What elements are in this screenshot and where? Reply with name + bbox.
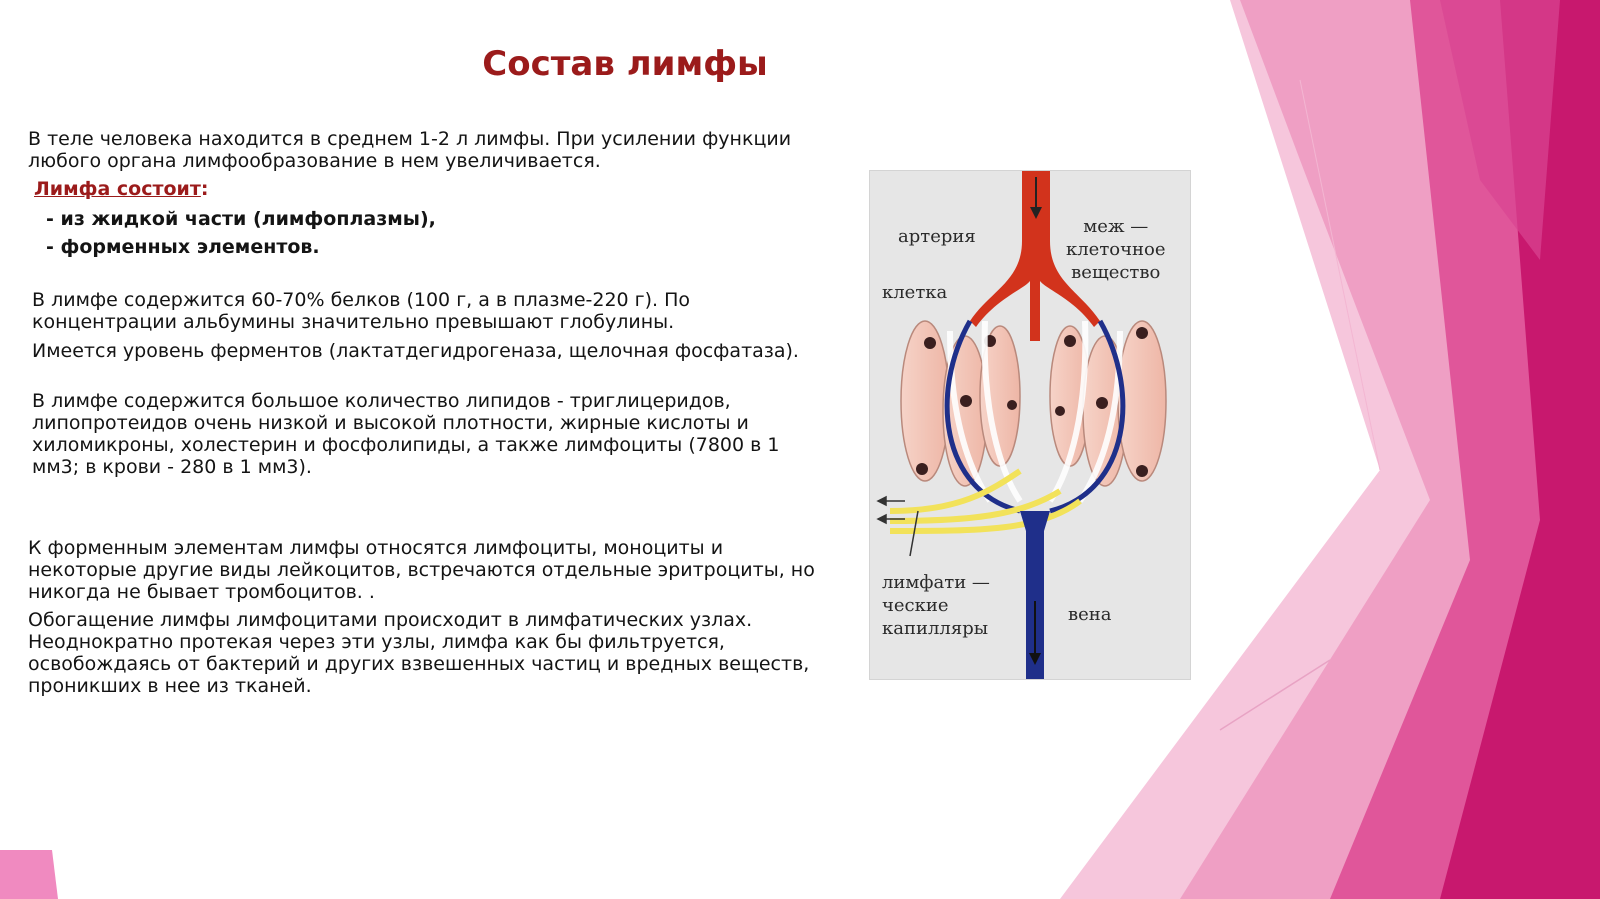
composition-list <box>46 205 436 261</box>
formed-elements-paragraph: К форменным элементам лимфы относятся лимфоциты, моноциты и некоторые другие виды лейкоцитов, встречаются отдельные эритроциты, но никогда не бывает тромбоцитов. . <box>28 537 815 603</box>
enrichment-paragraph: Обогащение лимфы лимфоцитами происходит в лимфатических узлах. Неоднократно протекая через эти узлы, лимфа как бы фильтруется, освобождаясь от бактерий и других взвешенных частиц и вредных веществ, проникших в нее из тканей. <box>28 609 810 697</box>
slide-title: Состав лимфы <box>482 44 768 84</box>
intro-paragraph: В теле человека находится в среднем 1-2 л лимфы. При усилении функции любого органа лимфообразование в нем увеличивается. <box>28 128 792 172</box>
enzymes-paragraph: Имеется уровень ферментов (лактатдегидрогеназа, щелочная фосфатаза). <box>32 340 799 362</box>
composition-heading <box>34 178 209 200</box>
intercellular-label: меж — клеточное вещество <box>1066 216 1166 283</box>
lymph-capillaries-label: лимфати — ческие капилляры <box>882 572 990 639</box>
artery-label: артерия <box>898 226 976 247</box>
cell-label: клетка <box>882 282 948 303</box>
composition-heading-colon: : <box>200 178 209 200</box>
composition-item: - из жидкой части (лимфоплазмы), <box>46 208 436 230</box>
composition-heading-text: Лимфа состоит <box>34 178 201 200</box>
vein-label: вена <box>1068 604 1112 625</box>
proteins-paragraph: В лимфе содержится 60-70% белков (100 г, а в плазме-220 г). По концентрации альбумины значительно превышают глобулины. <box>32 289 691 333</box>
composition-item: - форменных элементов. <box>46 236 320 258</box>
lipids-paragraph: В лимфе содержится большое количество липидов - триглицеридов, липопротеидов очень низкой и высокой плотности, жирные кислоты и хиломикроны, холестерин и фосфолипиды, а также лимфоциты (7800 в 1 мм3; в крови - 280 в 1 мм3). <box>32 390 780 478</box>
lymph-formation-diagram <box>869 170 1191 680</box>
